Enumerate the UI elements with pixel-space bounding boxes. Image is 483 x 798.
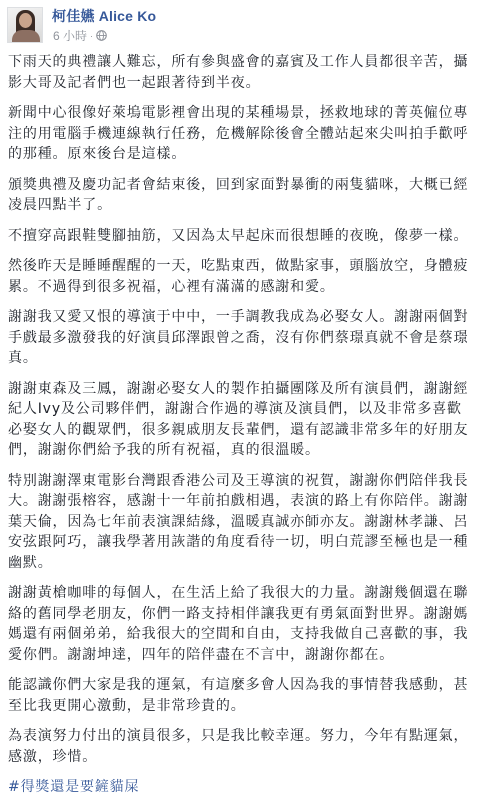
author-name[interactable]: 柯佳嬿 Alice Ko: [52, 8, 157, 24]
post-paragraph: 然後昨天是睡睡醒醒的一天，吃點東西，做點家事，頭腦放空，身體疲累。不過得到很多祝福，心裡有滿滿的感謝和愛。: [8, 258, 469, 295]
post-paragraph: 不擅穿高跟鞋雙腳抽筋，又因為太早起床而很想睡的夜晚，像夢一樣。: [8, 227, 469, 244]
post-paragraph: 為表演努力付出的演員很多，只是我比較幸運。努力，今年有點運氣，感激，珍惜。: [8, 728, 469, 765]
hashtag-link[interactable]: #得獎還是要鏟貓屎: [8, 779, 140, 795]
post-paragraph: 謝謝東森及三鳳，謝謝必娶女人的製作拍攝團隊及所有演員們，謝謝經紀人Ivy及公司夥伴們，謝謝合作過的導演及演員們，以及非常多喜歡必娶女人的觀眾們，很多親戚朋友長輩們，還有認識非常多年的好朋友們，謝謝你們給予我的所有祝福，真的很溫暖。: [8, 380, 469, 458]
meta-separator: ·: [90, 30, 94, 41]
avatar-body: [12, 30, 40, 43]
post-header: [0, 0, 483, 52]
post-timestamp[interactable]: 6 小時: [53, 29, 88, 43]
post-body: [8, 52, 475, 798]
post-meta: [53, 27, 107, 44]
post-paragraph: 謝謝我又愛又恨的導演于中中，一手調教我成為必娶女人。謝謝兩個對手戲最多激發我的好演員邱澤跟曾之喬，沒有你們蔡璟真就不會是蔡璟真。: [8, 309, 469, 366]
post-paragraph: 新聞中心很像好萊塢電影裡會出現的某種場景，拯救地球的菁英僱位專注的用電腦手機連線執行任務，危機解除後會全體站起來尖叫拍手歡呼的那種。原來後台是這樣。: [8, 105, 469, 162]
globe-icon[interactable]: [96, 30, 107, 41]
post-paragraph: 謝謝黃槍咖啡的每個人，在生活上給了我很大的力量。謝謝幾個還在聯絡的舊同學老朋友，你們一路支持相伴讓我更有勇氣面對世界。謝謝媽媽還有兩個弟弟，給我很大的空間和自由，支持我做自己喜歡的事，我愛你們。謝謝坤達，四年的陪伴盡在不言中，謝謝你都在。: [8, 585, 469, 663]
avatar-face: [19, 13, 32, 28]
post-paragraph: 頒獎典禮及慶功記者會結束後，回到家面對暴衝的兩隻貓咪，大概已經凌晨四點半了。: [8, 176, 469, 213]
post-paragraph: 特別謝謝澤東電影台灣跟香港公司及王導演的祝賀，謝謝你們陪伴我長大。謝謝張榕容，感謝十一年前拍戲相遇，表演的路上有你陪伴。謝謝葉天倫，因為七年前表演課結緣，溫暖真誠亦師亦友。謝謝林孝謙、呂安弦跟阿巧，讓我學著用詼諧的角度看待一切，明白荒謬至極也是一種幽默。: [8, 472, 469, 571]
post-paragraph: 能認識你們大家是我的運氣，有這麼多會人因為我的事情替我感動，甚至比我更開心激動，是非常珍貴的。: [8, 677, 469, 714]
avatar[interactable]: [7, 7, 43, 43]
post-paragraph: 下雨天的典禮讓人難忘，所有參與盛會的嘉賓及工作人員都很辛苦，攝影大哥及記者們也一起跟著待到半夜。: [8, 54, 469, 91]
